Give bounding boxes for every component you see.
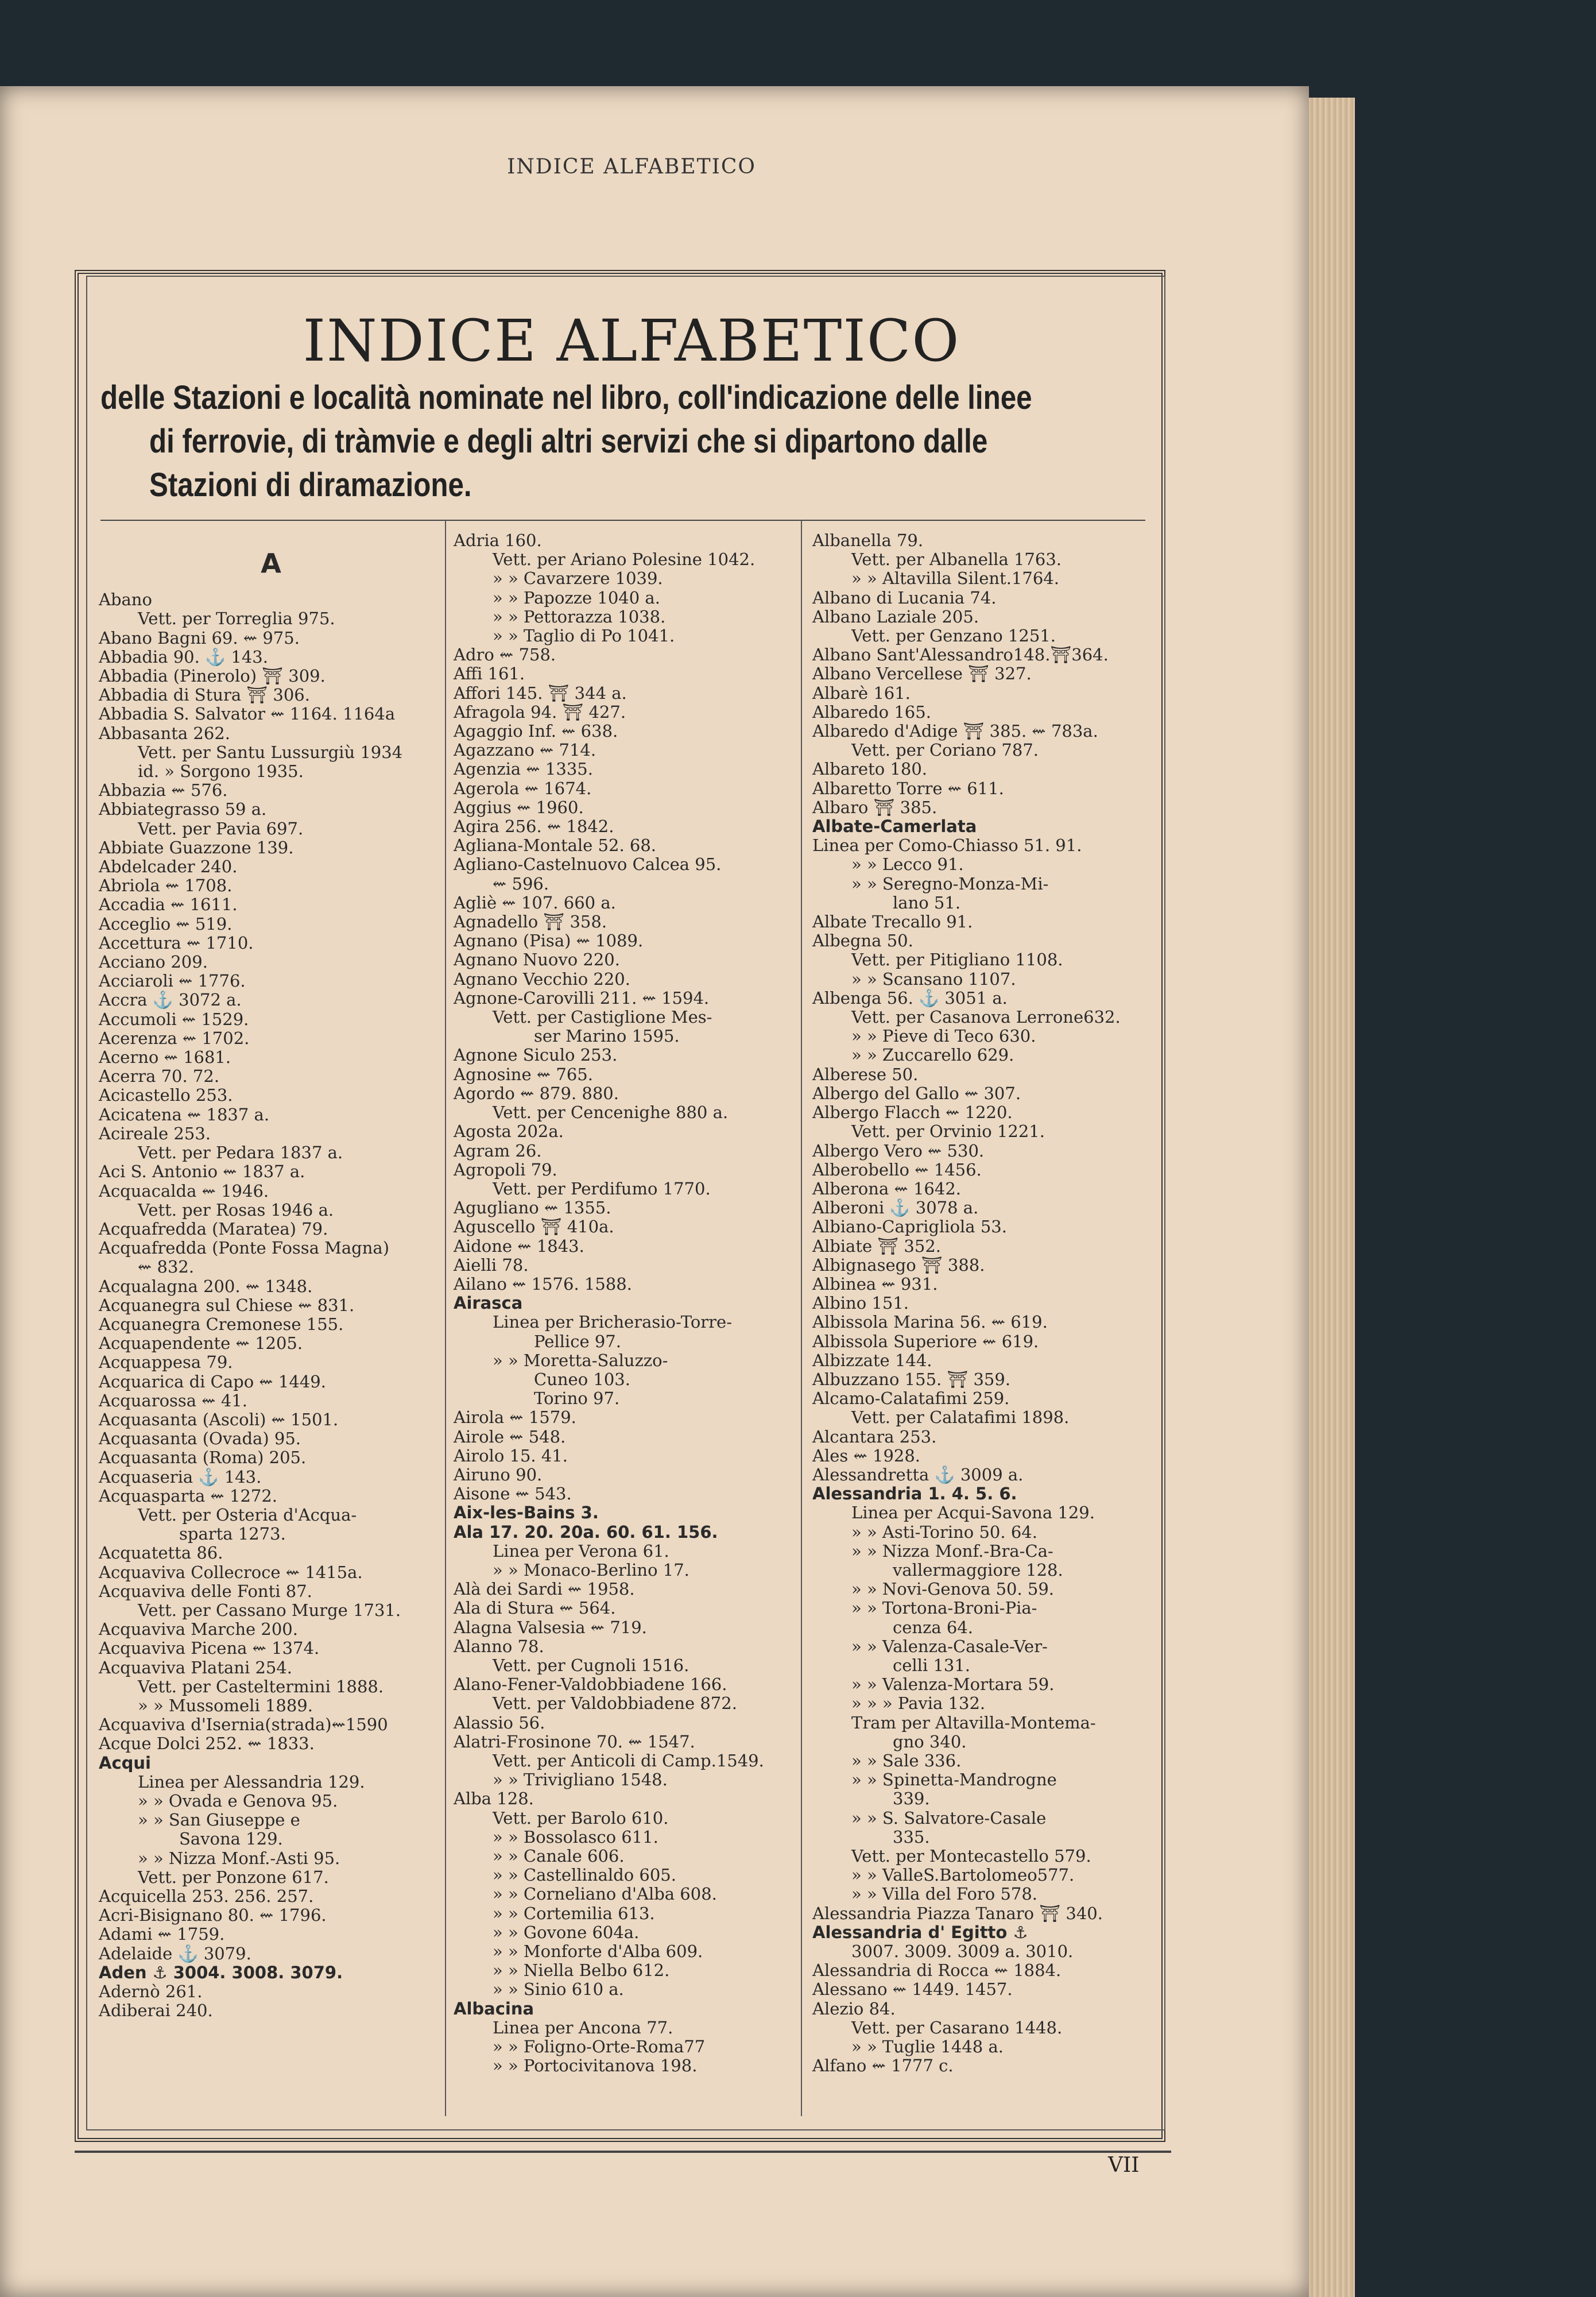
index-entry: » » Villa del Foro 578. (851, 1884, 1038, 1904)
index-entry: Acquaseria ⚓ 143. (99, 1467, 262, 1487)
index-entry: Agenzia ⇜ 1335. (454, 759, 593, 779)
index-entry: Acerenza ⇜ 1702. (99, 1028, 250, 1048)
index-entry: Acqui (99, 1753, 151, 1773)
index-entry: Alessandria d' Egitto ⚓ (812, 1922, 1028, 1942)
index-entry: Vett. per Pitigliano 1108. (851, 950, 1063, 970)
index-entry: Aci S. Antonio ⇜ 1837 a. (99, 1162, 305, 1182)
index-entry: Vett. per Albanella 1763. (851, 550, 1062, 570)
index-entry: Alatri-Frosinone 70. ⇜ 1547. (454, 1731, 695, 1751)
index-entry: Airolo 15. 41. (454, 1445, 568, 1465)
index-entry: Abbasanta 262. (99, 723, 230, 743)
index-entry: Agram 26. (454, 1140, 542, 1161)
index-entry: Vett. per Santu Lussurgiù 1934 (138, 742, 403, 762)
index-entry: » » San Giuseppe e (138, 1810, 300, 1830)
index-entry: Albiano-Caprigliola 53. (812, 1217, 1007, 1237)
index-entry: Albanella 79. (812, 531, 924, 550)
index-entry: Acquacalda ⇜ 1946. (99, 1181, 269, 1201)
index-entry: Ala di Stura ⇜ 564. (454, 1598, 616, 1618)
index-entry: Albacina (454, 1998, 534, 2018)
index-entry: Agnadello ⛩ 358. (454, 912, 607, 932)
index-entry: Acquarica di Capo ⇜ 1449. (99, 1371, 326, 1391)
index-entry: Afragola 94. ⛩ 427. (454, 702, 626, 722)
index-entry: » » Nizza Monf.-Asti 95. (138, 1848, 340, 1868)
index-entry: Vett. per Castiglione Mes- (493, 1007, 712, 1027)
index-entry: Acquicella 253. 256. 257. (99, 1886, 314, 1907)
index-entry: Abbadia (Pinerolo) ⛩ 309. (99, 666, 326, 686)
index-entry: » » Niella Belbo 612. (493, 1960, 670, 1981)
page-edge (1309, 98, 1355, 2297)
index-entry: Linea per Verona 61. (493, 1541, 669, 1561)
index-entry: Vett. per Cencenighe 880 a. (493, 1103, 729, 1123)
page-subtitle (100, 376, 1150, 507)
index-entry: Agordo ⇜ 879. 880. (454, 1083, 619, 1103)
index-entry: Cuneo 103. (534, 1369, 630, 1389)
index-entry: Linea per Bricherasio-Torre- (493, 1312, 732, 1332)
index-entry: » » Tuglie 1448 a. (851, 2037, 1004, 2057)
index-entry: Abbadia 90. ⚓ 143. (99, 647, 268, 667)
index-entry: Acireale 253. (99, 1123, 211, 1143)
index-entry: Acquasanta (Ascoli) ⇜ 1501. (99, 1409, 339, 1429)
index-entry: Alessandria di Rocca ⇜ 1884. (812, 1960, 1062, 1981)
index-entry: Aden ⚓ 3004. 3008. 3079. (99, 1962, 343, 1982)
index-entry: ser Marino 1595. (534, 1026, 680, 1046)
index-entry: Albano Vercellese ⛩ 327. (812, 664, 1032, 684)
index-entry: Albaredo d'Adige ⛩ 385. ⇜ 783a. (812, 721, 1098, 741)
index-entry: Linea per Acqui-Savona 129. (851, 1503, 1095, 1523)
index-entry: Acquasanta (Ovada) 95. (99, 1429, 301, 1449)
index-entry: Acquasparta ⇜ 1272. (99, 1486, 278, 1506)
footer-rule (75, 2151, 1171, 2153)
subtitle-line-1: delle Stazioni e località nominate nel libro, coll'indicazione delle linee (100, 379, 1032, 416)
index-entry: » » Altavilla Silent.1764. (851, 569, 1059, 589)
index-entry: » » Nizza Monf.-Bra-Ca- (851, 1541, 1053, 1561)
index-entry: » » Scansano 1107. (851, 969, 1016, 989)
index-entry: Agnone-Carovilli 211. ⇜ 1594. (454, 988, 710, 1008)
index-entry: Acquatetta 86. (99, 1543, 223, 1563)
index-entry: vallermaggiore 128. (893, 1560, 1063, 1580)
index-entry: Alessandria 1. 4. 5. 6. (812, 1484, 1017, 1504)
index-entry: Albate-Camerlata (812, 817, 977, 837)
index-entry: Agliè ⇜ 107. 660 a. (454, 892, 616, 912)
index-entry: Alberona ⇜ 1642. (812, 1178, 961, 1198)
index-entry: Acquappesa 79. (99, 1352, 233, 1372)
index-entry: » » Foligno-Orte-Roma77 (493, 2037, 706, 2057)
index-entry: Acquaviva Platani 254. (99, 1657, 293, 1677)
index-entry: Adelaide ⚓ 3079. (99, 1943, 251, 1963)
index-entry: » » Ovada e Genova 95. (138, 1791, 338, 1811)
index-entry: Agnosine ⇜ 765. (454, 1064, 593, 1084)
index-entry: Albiate ⛩ 352. (812, 1236, 941, 1256)
index-entry: Vett. per Orvinio 1221. (851, 1122, 1045, 1142)
index-entry: Alassio 56. (454, 1712, 545, 1733)
index-entry: Adiberai 240. (99, 2001, 213, 2021)
index-entry: » » Valenza-Mortara 59. (851, 1675, 1055, 1695)
index-entry: » » Papozze 1040 a. (493, 587, 660, 608)
index-entry: » » Corneliano d'Alba 608. (493, 1884, 717, 1904)
index-entry: Pellice 97. (534, 1331, 621, 1351)
index-entry: Acicatena ⇜ 1837 a. (99, 1104, 270, 1124)
index-entry: Alfano ⇜ 1777 c. (812, 2056, 954, 2076)
index-entry: Albaro ⛩ 385. (812, 797, 938, 817)
index-entry: Vett. per Coriano 787. (851, 740, 1039, 760)
index-entry: Agropoli 79. (454, 1159, 557, 1180)
index-entry: Agnano Vecchio 220. (454, 969, 630, 989)
index-entry: Acicastello 253. (99, 1085, 233, 1105)
index-entry: Vett. per Anticoli di Camp.1549. (493, 1751, 764, 1770)
index-entry: Albegna 50. (812, 931, 913, 951)
index-entry: Acquasanta (Roma) 205. (99, 1448, 307, 1468)
index-entry: » » Tortona-Broni-Pia- (851, 1598, 1037, 1618)
index-entry: Ala 17. 20. 20a. 60. 61. 156. (454, 1522, 718, 1542)
index-entry: Acquaviva Collecroce ⇜ 1415a. (99, 1562, 363, 1582)
index-entry: Abbadia di Stura ⛩ 306. (99, 685, 310, 705)
index-entry: » » Seregno-Monza-Mi- (851, 873, 1049, 894)
index-entry: » » Cavarzere 1039. (493, 569, 663, 589)
index-entry: Alagna Valsesia ⇜ 719. (454, 1617, 647, 1637)
index-entry: Accra ⚓ 3072 a. (99, 990, 242, 1010)
index-entry: Savona 129. (179, 1829, 283, 1849)
index-entry: Linea per Alessandria 129. (138, 1772, 365, 1792)
column-separator (801, 520, 802, 2116)
index-entry: » » Spinetta-Mandrogne (851, 1770, 1057, 1790)
index-entry: Acquaviva Picena ⇜ 1374. (99, 1638, 320, 1658)
index-entry: Aielli 78. (454, 1255, 529, 1275)
index-entry: Affori 145. ⛩ 344 a. (454, 683, 627, 703)
index-entry: » » Monforte d'Alba 609. (493, 1942, 703, 1962)
index-entry: » » Moretta-Saluzzo- (493, 1350, 668, 1370)
index-entry: Airuno 90. (454, 1464, 543, 1484)
index-entry: Agliano-Castelnuovo Calcea 95. (454, 854, 722, 875)
index-entry: Albergo del Gallo ⇜ 307. (812, 1083, 1021, 1103)
index-entry: Albarè 161. (812, 683, 911, 703)
index-entry: Agnone Siculo 253. (454, 1045, 618, 1065)
index-entry: » » Sale 336. (851, 1751, 962, 1770)
index-entry: Ailano ⇜ 1576. 1588. (454, 1274, 632, 1294)
index-entry: Vett. per Ponzone 617. (138, 1867, 329, 1887)
index-entry: Affi 161. (454, 664, 525, 684)
index-entry: Acquapendente ⇜ 1205. (99, 1333, 303, 1354)
index-entry: Acquafredda (Ponte Fossa Magna) (99, 1238, 390, 1258)
index-entry: Acerra 70. 72. (99, 1066, 220, 1086)
index-entry: Albignasego ⛩ 388. (812, 1255, 985, 1275)
index-entry: Acqualagna 200. ⇜ 1348. (99, 1276, 313, 1296)
index-entry: Alba 128. (454, 1789, 534, 1809)
index-entry: Aggius ⇜ 1960. (454, 797, 584, 817)
index-entry: Airole ⇜ 548. (454, 1426, 566, 1447)
index-entry: Vett. per Barolo 610. (493, 1808, 669, 1828)
index-entry: lano 51. (893, 892, 961, 912)
index-entry: Agazzano ⇜ 714. (454, 740, 596, 760)
index-column-2 (454, 531, 792, 2075)
index-entry: Acerno ⇜ 1681. (99, 1047, 231, 1068)
index-entry: Alessandretta ⚓ 3009 a. (812, 1464, 1024, 1484)
index-entry: Agosta 202a. (454, 1122, 564, 1142)
index-entry: » » Trivigliano 1548. (493, 1770, 668, 1790)
index-entry: Albino 151. (812, 1293, 909, 1313)
index-entry: » » Zuccarello 629. (851, 1045, 1014, 1065)
index-entry: Albano Laziale 205. (812, 606, 979, 627)
index-entry: Albaredo 165. (812, 702, 931, 722)
index-entry: Acceglio ⇜ 519. (99, 914, 233, 934)
index-entry: Agnano (Pisa) ⇜ 1089. (454, 931, 644, 951)
index-entry: Abano Bagni 69. ⇜ 975. (99, 628, 300, 648)
index-entry: Acquanegra Cremonese 155. (99, 1314, 344, 1334)
index-entry: Adro ⇜ 758. (454, 645, 556, 665)
index-entry: Vett. per Cassano Murge 1731. (138, 1600, 401, 1620)
index-entry: Alberese 50. (812, 1064, 919, 1084)
index-entry: Agerola ⇜ 1674. (454, 778, 592, 798)
index-entry: Alano-Fener-Valdobbiadene 166. (454, 1675, 727, 1695)
index-entry: » » Govone 604a. (493, 1922, 640, 1942)
index-entry: Alessano ⇜ 1449. 1457. (812, 1979, 1013, 2000)
index-entry: ⇜ 596. (493, 873, 549, 894)
index-entry: » » Cortemilia 613. (493, 1903, 655, 1923)
index-entry: Vett. per Casanova Lerrone632. (851, 1007, 1121, 1027)
index-entry: Adria 160. (454, 531, 542, 550)
index-entry: Ales ⇜ 1928. (812, 1445, 921, 1465)
index-entry: Airasca (454, 1293, 523, 1313)
index-entry: Acquafredda (Maratea) 79. (99, 1219, 328, 1239)
index-entry: Vett. per Ariano Polesine 1042. (493, 550, 756, 570)
index-entry: Torino 97. (534, 1389, 620, 1409)
index-entry: Vett. per Torreglia 975. (138, 609, 335, 629)
index-entry: Vett. per Rosas 1946 a. (138, 1200, 334, 1220)
index-entry: Alberobello ⇜ 1456. (812, 1159, 982, 1180)
index-entry: Alberoni ⚓ 3078 a. (812, 1198, 979, 1218)
index-entry: Albate Trecallo 91. (812, 912, 973, 932)
index-entry: Vett. per Osteria d'Acqua- (138, 1505, 357, 1525)
index-entry: Vett. per Perdifumo 1770. (493, 1178, 711, 1198)
index-entry: Accadia ⇜ 1611. (99, 895, 238, 915)
page-number: VII (1108, 2153, 1140, 2177)
index-entry: Aix-les-Bains 3. (454, 1503, 599, 1523)
index-entry: Abbazia ⇜ 576. (99, 780, 228, 801)
index-entry: » » Castellinaldo 605. (493, 1865, 676, 1885)
subtitle-line-2: di ferrovie, di tràmvie e degli altri servizi che si dipartono dalle (149, 423, 988, 460)
index-entry: Linea per Como-Chiasso 51. 91. (812, 836, 1082, 856)
index-entry: Vett. per Calatafimi 1898. (851, 1407, 1070, 1428)
index-entry: sparta 1273. (179, 1524, 286, 1544)
column-separator (445, 520, 446, 2116)
index-entry: Alezio 84. (812, 1998, 896, 2018)
index-entry: » » Novi-Genova 50. 59. (851, 1579, 1055, 1599)
index-entry: Adami ⇜ 1759. (99, 1924, 225, 1944)
section-letter: A (261, 548, 281, 579)
index-entry: Agaggio Inf. ⇜ 638. (454, 721, 618, 741)
index-entry: Vett. per Genzano 1251. (851, 626, 1056, 646)
index-entry: » » Pieve di Teco 630. (851, 1026, 1036, 1046)
index-entry: Albano di Lucania 74. (812, 587, 997, 608)
index-entry: celli 131. (893, 1655, 971, 1675)
index-entry: id. » Sorgono 1935. (138, 761, 304, 782)
index-entry: » » Valenza-Casale-Ver- (851, 1636, 1048, 1656)
index-entry: Albuzzano 155. ⛩ 359. (812, 1369, 1011, 1389)
index-entry: Agugliano ⇜ 1355. (454, 1198, 611, 1218)
index-entry: Acquaviva d'Isernia(strada)⇜1590 (99, 1715, 388, 1735)
index-entry: Acquanegra sul Chiese ⇜ 831. (99, 1295, 355, 1315)
index-entry: Acciaroli ⇜ 1776. (99, 971, 246, 991)
index-entry: Alcantara 253. (812, 1426, 937, 1447)
index-entry: » » Monaco-Berlino 17. (493, 1560, 689, 1580)
index-entry: Aidone ⇜ 1843. (454, 1236, 584, 1256)
index-entry: Vett. per Cugnoli 1516. (493, 1655, 689, 1675)
index-entry: gno 340. (893, 1731, 967, 1751)
index-entry: » » S. Salvatore-Casale (851, 1808, 1047, 1828)
page-title: INDICE ALFABETICO (303, 307, 960, 374)
index-entry: Albergo Vero ⇜ 530. (812, 1140, 985, 1161)
index-entry: 335. (893, 1827, 930, 1847)
index-entry: » » » Pavia 132. (851, 1693, 986, 1714)
index-entry: Acquaviva delle Fonti 87. (99, 1581, 312, 1601)
index-entry: » » Sinio 610 a. (493, 1979, 624, 2000)
index-entry: Agnano Nuovo 220. (454, 950, 620, 970)
index-entry: Albissola Superiore ⇜ 619. (812, 1331, 1039, 1351)
index-entry: Acciano 209. (99, 952, 208, 972)
index-entry: » » Asti-Torino 50. 64. (851, 1522, 1037, 1542)
index-entry: Agliana-Montale 52. 68. (454, 836, 656, 856)
index-entry: Accettura ⇜ 1710. (99, 933, 254, 953)
index-entry: Alà dei Sardi ⇜ 1958. (454, 1579, 635, 1599)
index-entry: Adernò 261. (99, 1982, 203, 2002)
index-entry: Albissola Marina 56. ⇜ 619. (812, 1312, 1048, 1332)
index-entry: Accumoli ⇜ 1529. (99, 1009, 249, 1029)
index-entry: » » Taglio di Po 1041. (493, 626, 675, 646)
index-entry: Vett. per Pavia 697. (138, 818, 304, 838)
index-entry: Abano (99, 590, 152, 610)
index-entry: Vett. per Valdobbiadene 872. (493, 1693, 737, 1714)
index-entry: Vett. per Casarano 1448. (851, 2017, 1063, 2037)
index-entry: » » Mussomeli 1889. (138, 1695, 313, 1715)
index-entry: Acquarossa ⇜ 41. (99, 1390, 247, 1410)
index-entry: Alcamo-Calatafimi 259. (812, 1389, 1010, 1409)
index-column-3 (812, 531, 1157, 2075)
index-entry: Alanno 78. (454, 1636, 544, 1656)
index-entry: ⇜ 832. (138, 1257, 195, 1277)
index-entry: Vett. per Montecastello 579. (851, 1846, 1091, 1866)
index-entry: Abbadia S. Salvator ⇜ 1164. 1164a (99, 704, 396, 724)
index-entry: Acri-Bisignano 80. ⇜ 1796. (99, 1905, 327, 1925)
index-entry: Vett. per Pedara 1837 a. (138, 1143, 343, 1163)
index-entry: Acque Dolci 252. ⇜ 1833. (99, 1734, 315, 1754)
index-entry: Albinea ⇜ 931. (812, 1274, 938, 1294)
index-entry: » » Bossolasco 611. (493, 1827, 658, 1847)
index-entry: Albaretto Torre ⇜ 611. (812, 778, 1004, 798)
index-entry: Vett. per Casteltermini 1888. (138, 1676, 384, 1696)
index-entry: Abriola ⇜ 1708. (99, 876, 233, 896)
index-entry: Abbiategrasso 59 a. (99, 799, 267, 819)
header-rule (100, 520, 1145, 521)
index-entry: » » ValleS.Bartolomeo577. (851, 1865, 1075, 1885)
index-entry: Abbiate Guazzone 139. (99, 837, 294, 857)
running-head: INDICE ALFABETICO (507, 155, 756, 179)
index-entry: Albano Sant'Alessandro148.⛩364. (812, 645, 1109, 665)
index-entry: Aguscello ⛩ 410a. (454, 1217, 614, 1237)
index-entry: 339. (893, 1789, 930, 1809)
index-entry: Albenga 56. ⚓ 3051 a. (812, 988, 1008, 1008)
index-entry: 3007. 3009. 3009 a. 3010. (851, 1942, 1074, 1962)
index-column-1 (99, 531, 443, 2020)
index-entry: Albareto 180. (812, 759, 927, 779)
index-entry: Alessandria Piazza Tanaro ⛩ 340. (812, 1903, 1103, 1923)
index-entry: Agira 256. ⇜ 1842. (454, 817, 614, 837)
index-entry: Aisone ⇜ 543. (454, 1484, 572, 1504)
index-entry: Albizzate 144. (812, 1350, 932, 1370)
index-entry: Linea per Ancona 77. (493, 2017, 673, 2037)
index-entry: Tram per Altavilla-Montema- (851, 1712, 1096, 1733)
subtitle-line-3: Stazioni di diramazione. (149, 466, 472, 504)
index-entry: » » Canale 606. (493, 1846, 625, 1866)
index-entry: Abdelcader 240. (99, 857, 238, 877)
index-entry: Acquaviva Marche 200. (99, 1619, 298, 1639)
index-entry: » » Portocivitanova 198. (493, 2056, 698, 2076)
index-entry: cenza 64. (893, 1617, 973, 1637)
index-entry: Airola ⇜ 1579. (454, 1407, 576, 1428)
index-entry: » » Pettorazza 1038. (493, 606, 666, 627)
index-entry: » » Lecco 91. (851, 854, 964, 875)
index-entry: Albergo Flacch ⇜ 1220. (812, 1103, 1013, 1123)
